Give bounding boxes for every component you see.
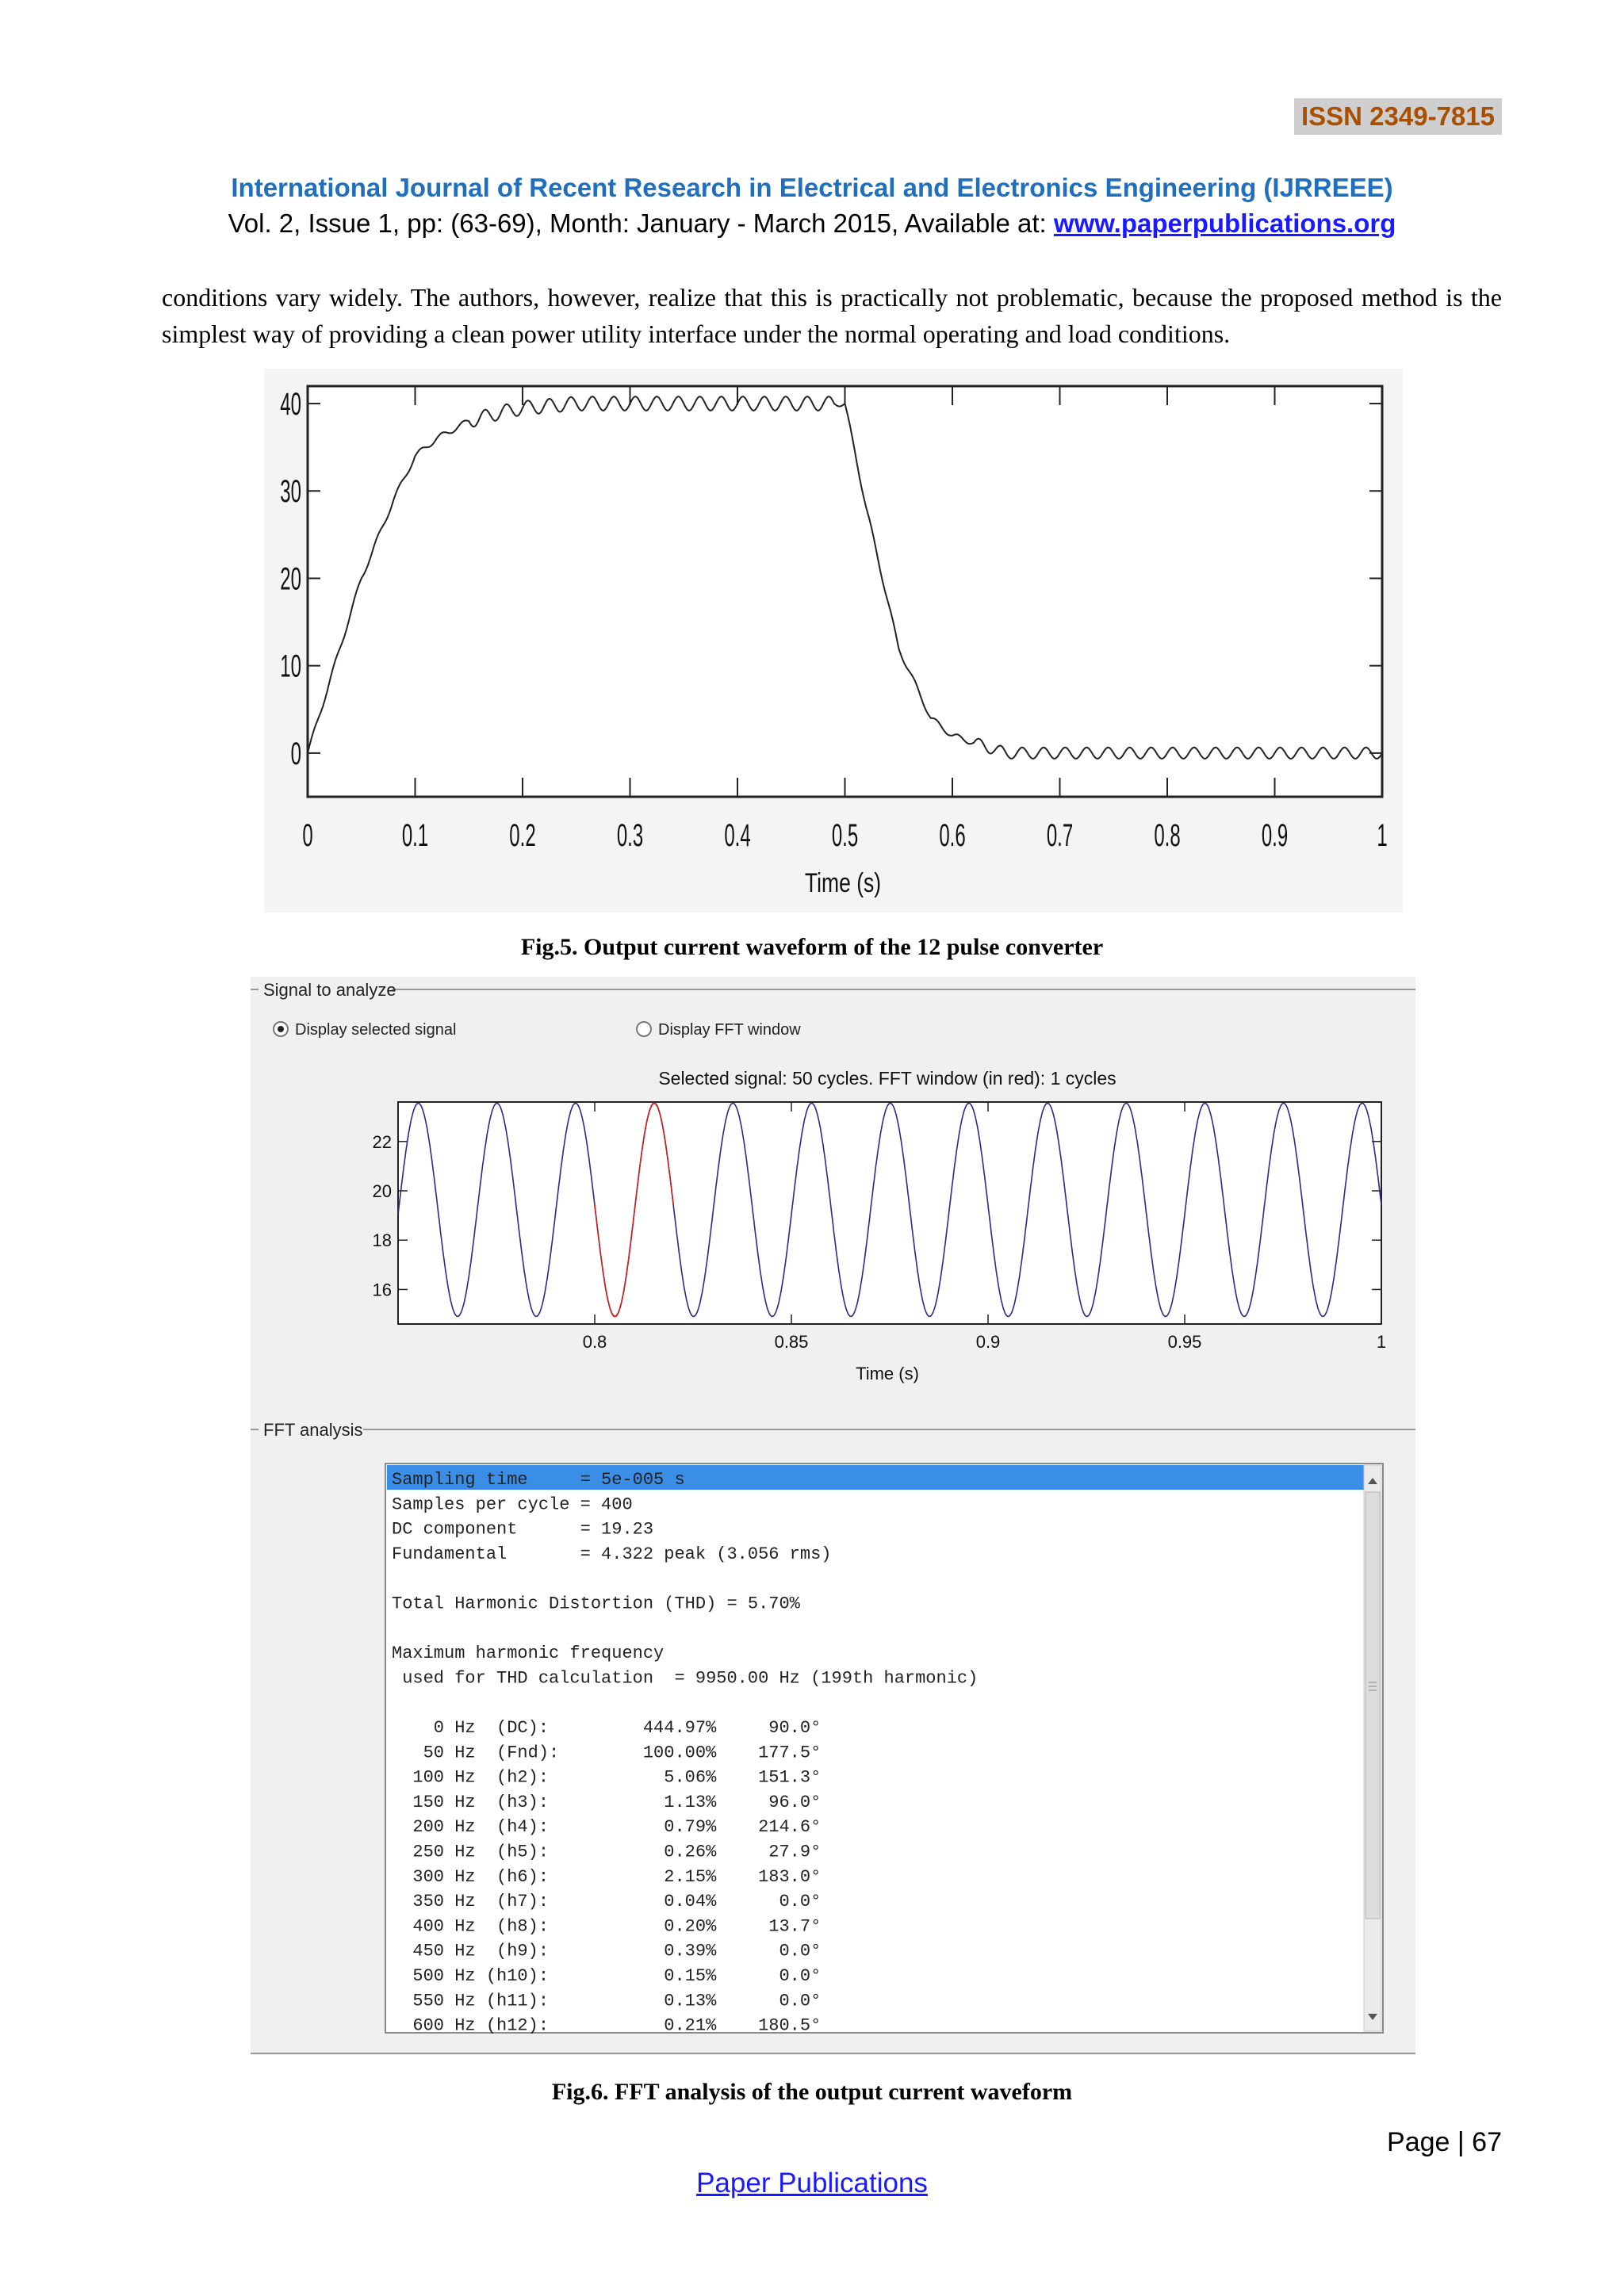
fig5-ytick-label: 20 [280, 561, 301, 596]
volume-line [0, 209, 1624, 239]
fig6-caption: Fig.6. FFT analysis of the output current waveform [551, 2079, 1073, 2105]
fft-result-line: Fundamental = 4.322 peak (3.056 rms) [392, 1544, 832, 1564]
fig6-xtick-label: 1 [1376, 1332, 1387, 1352]
fft-result-line: 100 Hz (h2): 5.06% 151.3° [392, 1767, 822, 1788]
fig5-xtick-label: 0.4 [724, 817, 751, 853]
fig5-xtick-label: 0.6 [939, 817, 966, 853]
figure-6 [251, 977, 1415, 2055]
fig5-xtick-label: 0.1 [401, 817, 429, 853]
fig6-ytick-label: 16 [372, 1280, 392, 1300]
journal-title: International Journal of Recent Research in Electrical and Electronics Engineering (IJRREEE) [231, 173, 1393, 202]
fig5-ytick-label: 10 [280, 648, 301, 684]
scroll-thumb[interactable] [1365, 1492, 1380, 1919]
publisher-link[interactable]: Paper Publications [696, 2168, 928, 2198]
fig5-xtick-label: 0 [302, 817, 313, 853]
fft-result-line: 50 Hz (Fnd): 100.00% 177.5° [392, 1743, 822, 1763]
fig5-xlabel: Time (s) [804, 867, 882, 898]
fig5-xtick-label: 1 [1377, 817, 1388, 853]
figure-5 [264, 369, 1403, 913]
fft-result-line: Samples per cycle = 400 [392, 1494, 633, 1515]
fig5-xtick-label: 0.7 [1046, 817, 1074, 853]
fig6-xlabel: Time (s) [856, 1364, 919, 1383]
fft-result-line: 400 Hz (h8): 0.20% 13.7° [392, 1916, 822, 1937]
signal-group-label: Signal to analyze [263, 980, 396, 1000]
fft-result-line: DC component = 19.23 [392, 1519, 654, 1540]
fft-result-line: 300 Hz (h6): 2.15% 183.0° [392, 1866, 822, 1887]
fft-result-line: 500 Hz (h10): 0.15% 0.0° [392, 1966, 822, 1986]
fft-result-line: 0 Hz (DC): 444.97% 90.0° [392, 1718, 822, 1738]
fft-result-line: used for THD calculation = 9950.00 Hz (199th harmonic) [392, 1668, 979, 1689]
fft-result-line: 150 Hz (h3): 1.13% 96.0° [392, 1792, 822, 1812]
fig6-ytick-label: 20 [372, 1181, 392, 1201]
fig6-ytick-label: 22 [372, 1131, 392, 1152]
radio-unselected-label: Display FFT window [658, 1021, 801, 1039]
fft-result-line: 200 Hz (h4): 0.79% 214.6° [392, 1817, 822, 1838]
fig5-xtick-label: 0.8 [1154, 817, 1181, 853]
issn-badge: ISSN 2349-7815 [1294, 98, 1502, 135]
fig5-ytick-label: 40 [280, 385, 301, 422]
fig5-chart [264, 369, 1403, 913]
fig6-panel [251, 977, 1415, 2055]
fig5-xtick-label: 0.3 [616, 817, 644, 853]
fig6-ytick-label: 18 [372, 1230, 392, 1251]
fig5-ytick-label: 30 [280, 473, 301, 509]
fft-result-line: 550 Hz (h11): 0.13% 0.0° [392, 1991, 822, 2011]
fig6-xtick-label: 0.8 [582, 1332, 607, 1352]
radio-unselected[interactable] [637, 1022, 651, 1036]
page-number: Page | 67 [1387, 2127, 1502, 2157]
website-link[interactable]: www.paperpublications.org [1053, 209, 1396, 238]
fft-result-line: Sampling time = 5e-005 s [392, 1470, 685, 1490]
fig5-plot-area [308, 386, 1382, 797]
fft-result-line: 250 Hz (h5): 0.26% 27.9° [392, 1842, 822, 1862]
volume-text: Vol. 2, Issue 1, pp: (63-69), Month: January - March 2015, Available at: [228, 209, 1054, 238]
paragraph: conditions vary widely. The authors, however, realize that this is practically not problematic, because the proposed method is the simplest way of providing a clean power utility interface under the normal operating and load conditions. [162, 283, 1502, 348]
fig5-xtick-label: 0.2 [509, 817, 536, 853]
fig6-xtick-label: 0.9 [975, 1332, 1001, 1352]
fig6-xtick-label: 0.85 [774, 1332, 809, 1352]
fig5-ytick-label: 0 [290, 735, 301, 771]
fft-result-line: 450 Hz (h9): 0.39% 0.0° [392, 1941, 822, 1961]
publisher-footer [0, 2168, 1624, 2199]
fig6-chart-title: Selected signal: 50 cycles. FFT window (in red): 1 cycles [658, 1068, 1116, 1089]
radio-selected-label: Display selected signal [295, 1021, 457, 1039]
fig5-xtick-label: 0.9 [1261, 817, 1289, 853]
fft-result-line: Total Harmonic Distortion (THD) = 5.70% [392, 1594, 800, 1614]
fft-group-label: FFT analysis [263, 1420, 363, 1440]
fft-result-line: Maximum harmonic frequency [392, 1644, 665, 1664]
body-text [162, 279, 1502, 352]
fig5-caption: Fig.5. Output current waveform of the 12 pulse converter [520, 934, 1104, 960]
fft-result-line: 600 Hz (h12): 0.21% 180.5° [392, 2015, 822, 2036]
fig6-xtick-label: 0.95 [1167, 1332, 1202, 1352]
fft-result-line: 350 Hz (h7): 0.04% 0.0° [392, 1892, 822, 1912]
fig5-xtick-label: 0.5 [831, 817, 859, 853]
